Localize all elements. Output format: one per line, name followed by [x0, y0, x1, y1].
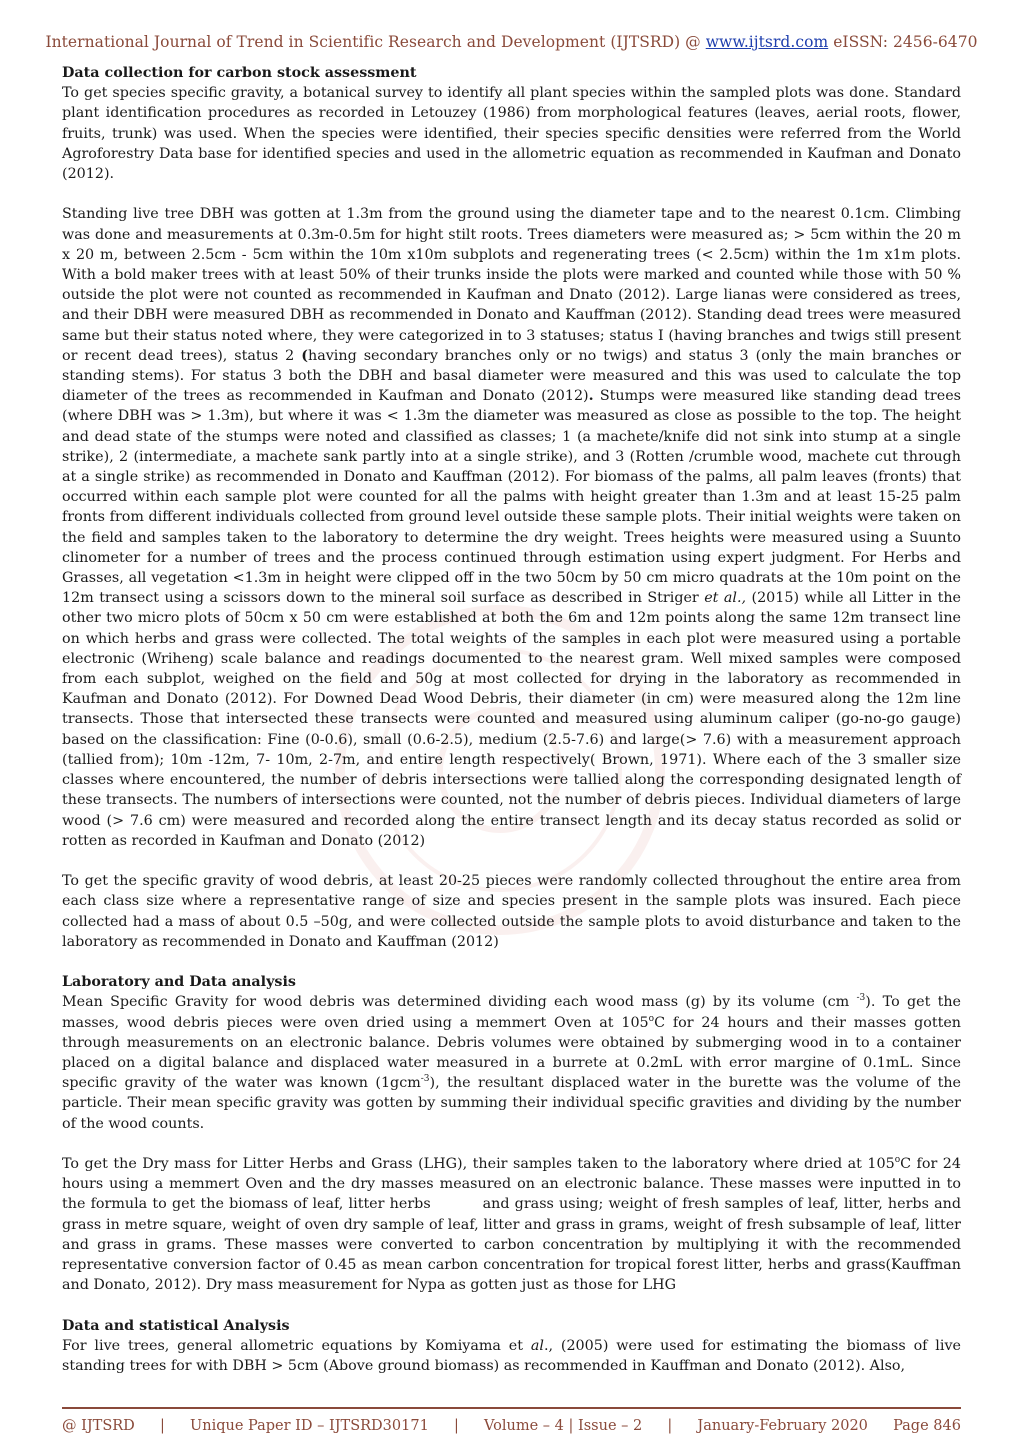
- text-run: ., (2005) were used for estimating the biomass of live standing trees for with DBH > 5cm (Above ground biomass) as recommended in Kauffman and Donato (2012). Also,: [62, 1337, 961, 1374]
- section-heading-laboratory: Laboratory and Data analysis: [62, 974, 296, 991]
- footer-separator: |: [667, 1418, 673, 1434]
- footer-paper-id: Unique Paper ID – IJTSRD30171: [190, 1418, 429, 1434]
- text-run: C for 24 hours using a memmert Oven and the dry masses measured on an electronic balance. These masses were inputted in to the formula to get the biomass of leaf, litter herbs and grass using; weight of fresh samples of leaf, litter, herbs and grass in metre square, weight of oven dry sample of leaf, litter and grass in grams, weight of fresh subsample of leaf, litter and grass in grams. These masses were converted to carbon concentration by multiplying it with the recommended representative conversion factor of 0.45 as mean carbon concentration for tropical forest litter, herbs and grass(Kauffman and Donato, 2012). Dry mass measurement for Nypa as gotten just as those for LHG: [62, 1155, 961, 1294]
- paragraph-specific-gravity-method: [62, 992, 961, 1133]
- paragraph-standing-trees: [62, 204, 961, 851]
- text-run: For live trees, general allometric equations by Komiyama et: [62, 1337, 531, 1354]
- text-run: Stumps were measured like standing dead trees (where DBH was > 1.3m), but where it was < 1.3m the diameter was measured as close as possible to the top. The height and dead state of the stumps were noted and classified as classes; 1 (a machete/knife did not sink into stump at a single strike), 2 (intermediate, a machete sank partly into at a single strike), and 3 (Rotten /crumble wood, machete cut through at a single strike) as recommended in Donato and Kauffman (2012). For biomass of the palms, all palm leaves (fronts) that occurred within each sample plot were counted for all the palms with height greater than 1.3m and at least 15-25 palm fronts from different individuals collected from ground level outside these sample plots. Their initial weights were taken on the field and samples taken to the laboratory to determine the dry weight. Trees heights were measured using a Suunto clinometer for a number of trees and the process continued through estimation using expert judgment. For Herbs and Grasses, all vegetation <1.3m in height were clipped off in the two 50cm by 50 cm micro quadrats at the 10m point on the 12m transect using a scissors down to the mineral soil surface as described in Striger: [62, 388, 961, 607]
- header-journal-title: International Journal of Trend in Scientific Research and Development (IJTSRD) @: [45, 33, 706, 51]
- section-heading-data-collection: Data collection for carbon stock assessment: [62, 65, 417, 81]
- paragraph-wood-debris-gravity: To get the specific gravity of wood debris, at least 20-25 pieces were randomly collected throughout the entire area from each class size where a representative range of size and species present in the sample plots was insured. Each piece collected had a mass of about 0.5 –50g, and were collected outside the sample plots to avoid disturbance and taken to the laboratory as recommended in Donato and Kauffman (2012): [62, 873, 961, 950]
- superscript: o: [894, 1155, 901, 1166]
- text-run: (2015) while all Litter in the other two micro plots of 50cm x 50 cm were established at both the 6m and 12m points along the same 12m transect line on which herbs and grass were collected. The total weights of the samples in each plot were measured using a portable electronic (Wriheng) scale balance and readings documented to the nearest gram. Well mixed samples were composed from each subplot, weighed on the field and 50g at most collected for drying in the laboratory as recommended in Kaufman and Donato (2012). For Downed Dead Wood Debris, their diameter (in cm) were measured along the 12m line transects. Those that intersected these transects were counted and measured using aluminum caliper (go-no-go gauge) based on the classification: Fine (0-0.6), small (0.6-2.5), medium (2.5-7.6) and large(> 7.6) with a measurement approach (tallied from); 10m -12m, 7- 10m, 2-7m, and entire length respectively( Brown, 1971). Where each of the 3 smaller size classes where encountered, the number of debris intersections were tallied along the corresponding designated length of these transects. The numbers of intersections were counted, not the number of debris pieces. Individual diameters of large wood (> 7.6 cm) were measured and recorded along the entire transect length and its decay status recorded as solid or rotten as recorded in Kaufman and Donato (2012): [62, 590, 962, 849]
- text-run: having secondary branches only or no twigs) and status 3 (only the main branches or standing stems). For status 3 both the DBH and basal diameter were measured and this was used to calculate the top diameter of the trees as recommended in Kaufman and Donato (2012): [62, 347, 961, 405]
- header-issn: eISSN: 2456-6470: [828, 33, 978, 51]
- text-run: ), the resultant displaced water in the burette was the volume of the particle. Their mean specific gravity was gotten by summing their individual specific gravities and dividing by the number of the wood counts.: [62, 1075, 961, 1132]
- text-run: Standing live tree DBH was gotten at 1.3m from the ground using the diameter tape and to the nearest 0.1cm. Climbing was done and measurements at 0.3m-0.5m for hight stilt roots. Trees diameters were measured as; > 5cm within the 20 m x 20 m, between 2.5cm - 5cm within the 10m x10m subplots and regenerating trees (< 2.5cm) within the 1m x1m plots. With a bold maker trees with at least 50% of their trunks inside the plots were marked and counted while those with 50 % outside the plot were not counted as recommended in Kaufman and Dnato (2012). Large lianas were considered as trees, and their DBH were measured DBH as recommended in Donato and Kauffman (2012). Standing dead trees were measured same but their status noted where, they were categorized in to 3 statuses; status I (having branches and twigs still present or recent dead trees), status 2: [62, 206, 961, 364]
- footer-date: January-February 2020: [697, 1418, 868, 1434]
- footer-divider: [62, 1407, 961, 1409]
- paragraph-species-gravity: To get species specific gravity, a botanical survey to identify all plant species within the sampled plots was done. Standard plant identification procedures as recorded in Letouzey (1986) from morphological features (leaves, aerial roots, flower, fruits, trunk) was used. When the species were identified, their species specific densities were referred from the World Agroforestry Data base for identified species and used in the allometric equation as recommended in Kaufman and Donato (2012).: [62, 85, 961, 183]
- text-run-bold: (: [301, 347, 308, 364]
- footer-separator: |: [453, 1418, 459, 1434]
- text-run: To get the Dry mass for Litter Herbs and Grass (LHG), their samples taken to the laboratory where dried at 105: [62, 1155, 895, 1172]
- running-header: [0, 33, 1023, 51]
- text-run-italic: et al.,: [704, 590, 747, 607]
- paragraph-dry-mass-lhg: [62, 1154, 961, 1295]
- superscript: -3: [420, 1074, 430, 1085]
- text-run: ). To get the masses, wood debris pieces were oven dried using a memmert Oven at 105: [62, 994, 962, 1031]
- text-run-italic: al: [530, 1337, 544, 1354]
- journal-website-link[interactable]: www.ijtsrd.com: [705, 33, 829, 51]
- section-heading-statistical-analysis: Data and statistical Analysis: [62, 1317, 290, 1334]
- footer-volume-issue: Volume – 4 | Issue – 2: [484, 1418, 643, 1434]
- footer-separator: |: [159, 1418, 165, 1434]
- paragraph-allometric-equations: [62, 1336, 961, 1376]
- footer-journal: @ IJTSRD: [62, 1418, 135, 1434]
- superscript: o: [648, 1013, 655, 1024]
- text-run: Mean Specific Gravity for wood debris was determined dividing each wood mass (g) by its volume (cm: [62, 994, 857, 1011]
- article-body: [62, 63, 961, 1376]
- superscript: -3: [856, 993, 866, 1004]
- text-run-bold: .: [588, 388, 594, 405]
- text-run: C for 24 hours and their masses gotten through measurements on an electronic balance. Debris volumes were obtained by submerging wood in to a container placed on a digital balance and displaced water measured in a burrete at 0.2mL with error margine of 0.1mL. Since specific gravity of the water was known (1gcm: [62, 1014, 962, 1092]
- footer-page-number: Page 846: [893, 1418, 961, 1434]
- running-footer: [62, 1418, 961, 1434]
